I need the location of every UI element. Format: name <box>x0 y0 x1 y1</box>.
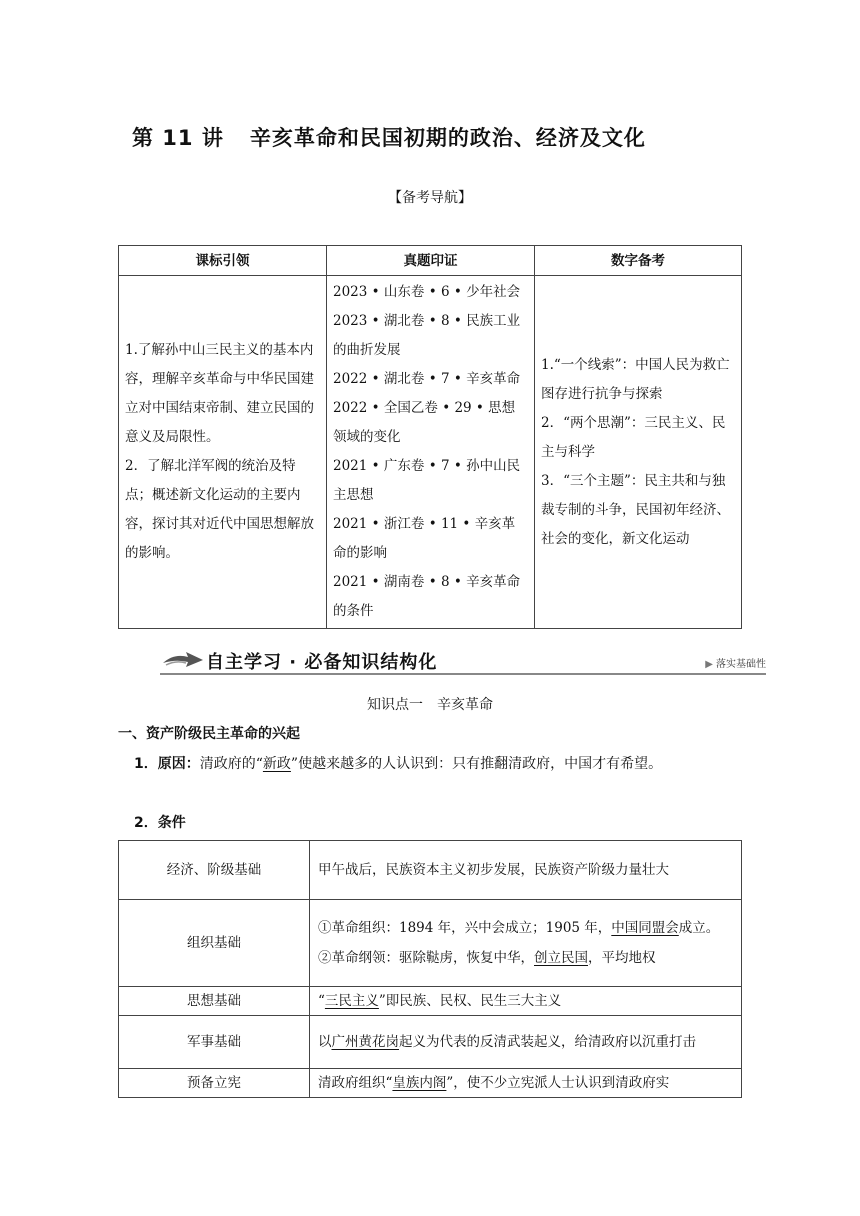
keyword: 中国同盟会 <box>611 920 679 936</box>
section-banner <box>160 645 766 675</box>
condition-value <box>310 1069 742 1098</box>
condition-key: 预备立宪 <box>119 1069 310 1098</box>
curriculum-item: 2．了解北洋军阀的统治及特点；概述新文化运动的主要内容，探讨其对近代中国思想解放的影响。 <box>125 458 314 561</box>
table-row <box>119 987 742 1016</box>
condition-value <box>310 900 742 987</box>
keyword: 新政 <box>262 756 291 772</box>
text: 成立。 <box>678 920 720 936</box>
conditions-table <box>118 840 742 1098</box>
text: ”即民族、民权、民生三大主义 <box>378 993 562 1009</box>
keyword: 皇族内阁 <box>392 1075 447 1091</box>
condition-key: 组织基础 <box>119 900 310 987</box>
page-title <box>132 122 646 152</box>
section-heading: 一、资产阶级民主革命的兴起 <box>118 726 300 742</box>
condition-key: 军事基础 <box>119 1016 310 1069</box>
text: 起义为代表的反清武装起义，给清政府以沉重打击 <box>399 1034 696 1050</box>
exam-item: 2023 • 湖北卷 • 8 • 民族工业的曲折发展 <box>333 313 521 358</box>
org-line <box>318 916 733 940</box>
condition-value <box>310 1016 742 1069</box>
swoosh-arrow-icon <box>162 651 204 669</box>
banner-title: 自主学习 · 必备知识结构化 <box>206 652 438 673</box>
exam-item: 2021 • 湖南卷 • 8 • 辛亥革命的条件 <box>333 574 521 619</box>
table-row <box>119 1016 742 1069</box>
keyword: 三民主义 <box>324 993 379 1009</box>
exam-nav-table <box>118 245 742 629</box>
org-line <box>318 946 733 970</box>
digital-prep-cell <box>535 276 742 629</box>
text: ”，使不少立宪派人士认识到清政府实 <box>446 1075 670 1091</box>
text: ②革命纲领：驱除鞑虏，恢复中华， <box>318 950 534 966</box>
digital-prep-item: 3．“三个主题”：民主共和与独裁专制的斗争，民国初年经济、社会的变化，新文化运动 <box>541 472 730 547</box>
header-digital-prep: 数字备考 <box>535 246 742 276</box>
exam-item: 2022 • 湖北卷 • 7 • 辛亥革命 <box>333 371 521 387</box>
curriculum-item: 1.了解孙中山三民主义的基本内容，理解辛亥革命与中华民国建立对中国结束帝制、建立民国的意义及局限性。 <box>125 342 314 445</box>
conditions-label-text: 2．条件 <box>134 815 186 831</box>
text: 以 <box>318 1034 332 1050</box>
digital-prep-item: 2．“两个思潮”：三民主义、民主与科学 <box>541 414 726 460</box>
cause-paragraph <box>118 751 742 778</box>
nav-heading: 【备考导航】 <box>388 190 472 206</box>
table-row <box>119 841 742 900</box>
lecture-number: 第 11 讲 <box>132 126 224 150</box>
cause-text: 清政府的“ <box>199 756 263 772</box>
keyword: 广州黄花岗 <box>331 1034 399 1050</box>
table-row <box>119 900 742 987</box>
table-header-row <box>119 246 742 276</box>
condition-key: 经济、阶级基础 <box>119 841 310 900</box>
banner-rule <box>160 673 766 675</box>
knowledge-point-title: 知识点一 辛亥革命 <box>367 697 493 713</box>
cause-label: 1．原因： <box>134 756 200 772</box>
table-row <box>119 276 742 629</box>
exam-item: 2022 • 全国乙卷 • 29 • 思想领域的变化 <box>333 400 516 445</box>
cause-text: ”使越来越多的人认识到：只有推翻清政府，中国才有希望。 <box>290 756 663 772</box>
text: 清政府组织“ <box>318 1075 393 1091</box>
text: “ <box>318 993 325 1009</box>
text: ，平均地权 <box>588 950 656 966</box>
digital-prep-item: 1.“一个线索”：中国人民为救亡图存进行抗争与探索 <box>541 356 730 402</box>
exam-item: 2021 • 广东卷 • 7 • 孙中山民主思想 <box>333 458 521 503</box>
keyword: 创立民国 <box>534 950 588 966</box>
table-row <box>119 1069 742 1098</box>
exam-questions-cell <box>327 276 535 629</box>
triangle-icon: ▶ <box>705 659 713 670</box>
header-curriculum: 课标引领 <box>119 246 327 276</box>
condition-key: 思想基础 <box>119 987 310 1016</box>
exam-item: 2021 • 浙江卷 • 11 • 辛亥革命的影响 <box>333 516 516 561</box>
conditions-label <box>134 812 186 832</box>
condition-value <box>310 987 742 1016</box>
condition-value: 甲午战后，民族资本主义初步发展，民族资产阶级力量壮大 <box>310 841 742 900</box>
banner-tag-text: 落实基础性 <box>716 659 766 670</box>
banner-tag <box>705 655 766 670</box>
header-exam-questions: 真题印证 <box>327 246 535 276</box>
curriculum-cell <box>119 276 327 629</box>
exam-item: 2023 • 山东卷 • 6 • 少年社会 <box>333 284 521 300</box>
text: ①革命组织：1894 年，兴中会成立；1905 年， <box>318 920 612 936</box>
lecture-topic: 辛亥革命和民国初期的政治、经济及文化 <box>249 126 646 150</box>
